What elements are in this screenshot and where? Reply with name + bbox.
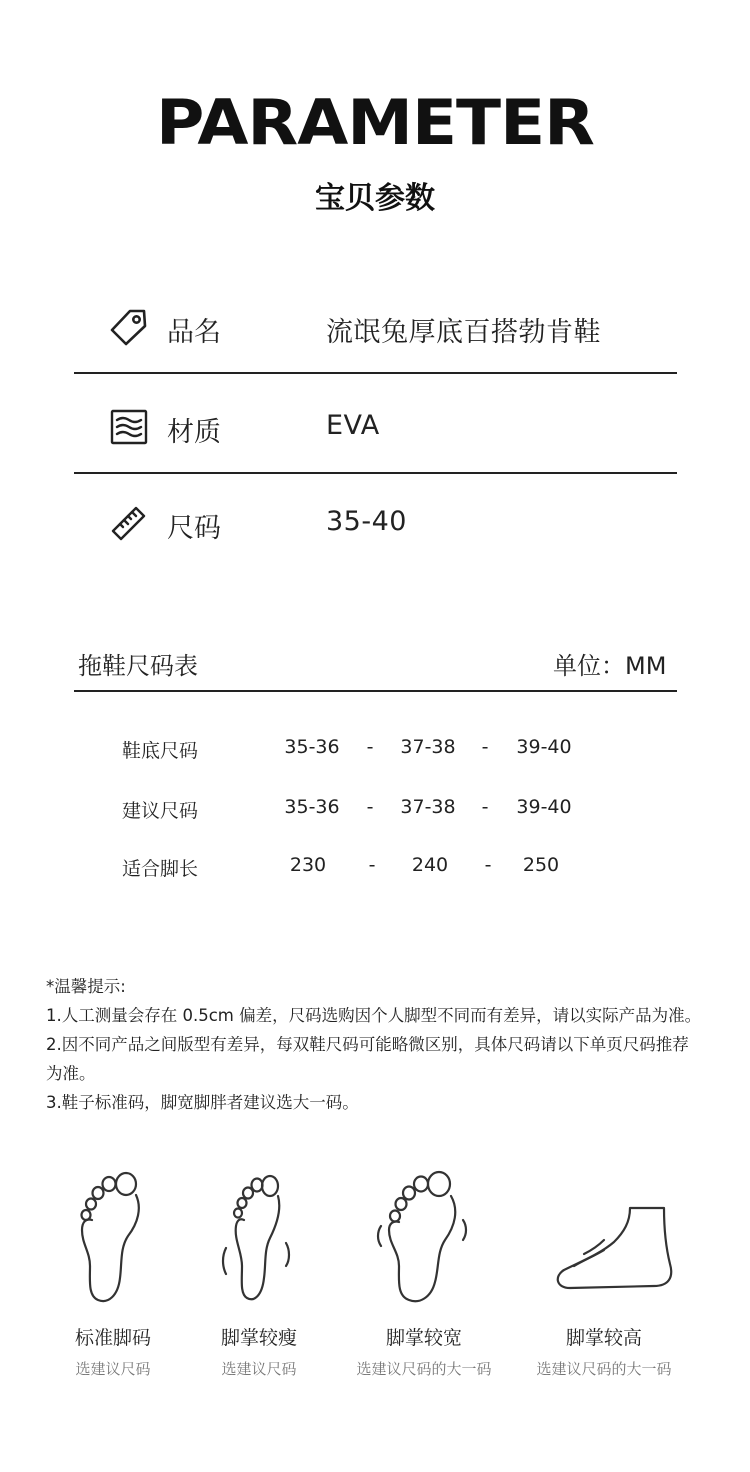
separator: - (366, 736, 374, 758)
foot-type-name: 标准脚码 (74, 1327, 151, 1349)
param-label: 材质 (167, 417, 221, 448)
foot-type-high-arch (514, 1168, 694, 1379)
table-row (0, 848, 750, 888)
page-subtitle: 宝贝参数 (315, 181, 435, 216)
param-row-name (75, 276, 677, 376)
table-cell: 35-36 (284, 736, 340, 758)
tag-icon (109, 307, 149, 347)
table-cell: 37-38 (400, 796, 456, 818)
param-value: 流氓兔厚底百搭勃肯鞋 (326, 317, 601, 348)
divider (74, 690, 677, 692)
table-row (0, 790, 750, 830)
tip-line: 1.人工测量会存在 0.5cm 偏差，尺码选购因个人脚型不同而有差异，请以实际产品为准。 (46, 1006, 702, 1025)
foot-type-hint: 选建议尺码 (221, 1360, 297, 1378)
param-row-size (75, 472, 677, 572)
foot-type-name: 脚掌较瘦 (220, 1327, 297, 1349)
table-cell: 39-40 (516, 796, 572, 818)
table-cell: 37-38 (400, 736, 456, 758)
tip-line: 为准。 (46, 1064, 96, 1083)
foot-type-wide (334, 1168, 514, 1379)
size-table-unit: 单位：MM (553, 652, 667, 680)
table-cell: 39-40 (516, 736, 572, 758)
table-cell: 230 (289, 854, 327, 876)
foot-type-name: 脚掌较宽 (385, 1327, 462, 1349)
divider (74, 372, 677, 374)
table-cell: 250 (522, 854, 560, 876)
foot-type-name: 脚掌较高 (565, 1327, 642, 1349)
tip-line: 2.因不同产品之间版型有差异，每双鞋尺码可能略微区别，具体尺码请以下单页尺码推荐 (46, 1035, 689, 1054)
param-value: 35-40 (326, 506, 407, 537)
separator: - (481, 796, 489, 818)
separator: - (366, 796, 374, 818)
size-table-title: 拖鞋尺码表 (78, 652, 198, 680)
thin-foot-icon (214, 1168, 304, 1313)
tip-line: 3.鞋子标准码，脚宽脚胖者建议选大一码。 (46, 1093, 359, 1112)
foot-type-hint: 选建议尺码 (75, 1360, 151, 1378)
param-label: 品名 (167, 317, 221, 348)
row-label: 建议尺码 (122, 800, 199, 822)
tips-section (46, 972, 726, 1117)
page-title: PARAMETER (156, 85, 594, 160)
ruler-icon (109, 503, 149, 543)
param-row-material (75, 376, 677, 476)
foot-type-hint: 选建议尺码的大一码 (356, 1360, 492, 1378)
param-label: 尺码 (167, 513, 221, 544)
standard-foot-icon (68, 1168, 158, 1313)
row-label: 鞋底尺码 (122, 740, 199, 762)
table-cell: 240 (411, 854, 449, 876)
separator: - (484, 854, 492, 876)
material-icon (109, 407, 149, 447)
table-row (0, 730, 750, 770)
foot-type-thin (169, 1168, 349, 1379)
high-arch-foot-icon (534, 1168, 674, 1313)
wide-foot-icon (369, 1168, 479, 1313)
param-value: EVA (326, 410, 380, 441)
tips-heading: *温馨提示: (46, 977, 126, 996)
foot-type-hint: 选建议尺码的大一码 (536, 1360, 672, 1378)
table-cell: 35-36 (284, 796, 340, 818)
separator: - (481, 736, 489, 758)
separator: - (368, 854, 376, 876)
row-label: 适合脚长 (122, 858, 199, 880)
